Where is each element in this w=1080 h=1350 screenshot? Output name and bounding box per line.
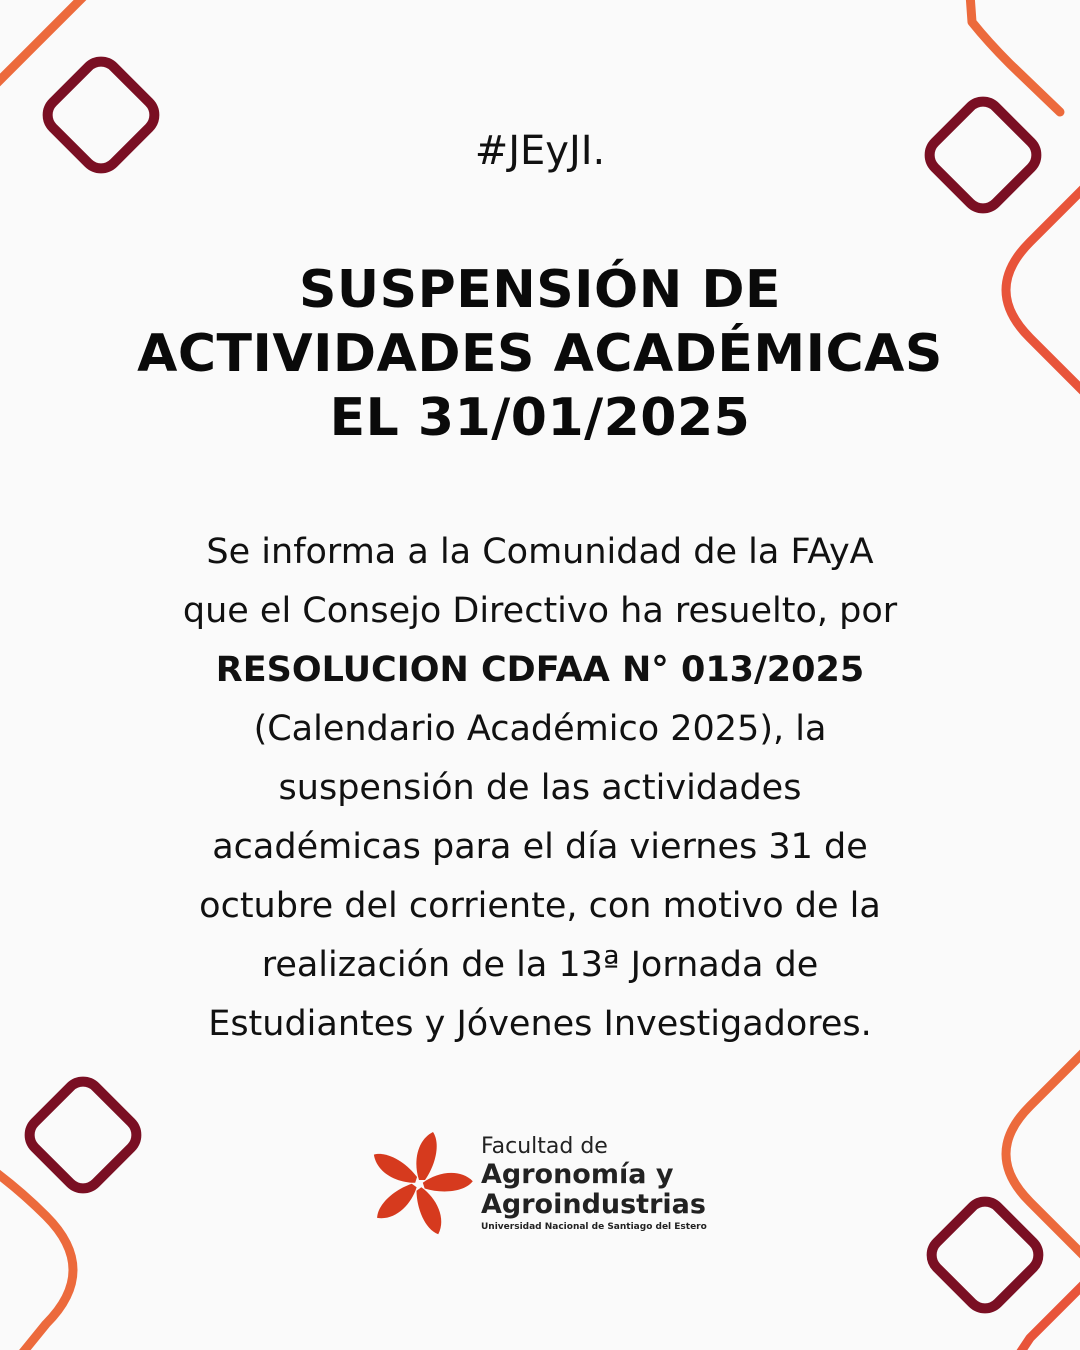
red-diamond-bottom-right (924, 1194, 1046, 1316)
logo-line-3: Agroindustrias (481, 1189, 706, 1220)
body-line: realización de la 13ª Jornada de (261, 945, 819, 985)
title-line-1: SUSPENSIÓN DE (298, 260, 782, 320)
orange-diamond-bottom-right-2 (1018, 1282, 1080, 1350)
body-line: Se informa a la Comunidad de la FAyA (206, 532, 874, 572)
orange-diamond-bottom-left (0, 1168, 73, 1350)
logo-line-2: Agronomía y (481, 1159, 674, 1190)
red-diamond-bottom-left (22, 1074, 144, 1196)
resolution-number: RESOLUCION CDFAA N° 013/2025 (215, 650, 865, 690)
orange-diamond-top-right-1 (970, 0, 1060, 112)
logo-line-1: Facultad de (481, 1134, 608, 1159)
body-line: Estudiantes y Jóvenes Investigadores. (208, 1004, 872, 1044)
logo-line-4: Universidad Nacional de Santiago del Estero (481, 1222, 707, 1232)
faculty-logo (365, 1130, 725, 1240)
title-line-2: ACTIVIDADES ACADÉMICAS (137, 324, 943, 384)
body-line: académicas para el día viernes 31 de (212, 827, 868, 867)
page-title (0, 258, 1080, 450)
announcement-body (100, 523, 980, 1054)
logo-text (481, 1134, 707, 1234)
body-line: (Calendario Académico 2025), la (253, 709, 827, 749)
body-line: octubre del corriente, con motivo de la (199, 886, 881, 926)
hashtag: #JEyJI. (474, 128, 606, 174)
title-line-3: EL 31/01/2025 (329, 388, 751, 448)
body-line: que el Consejo Directivo ha resuelto, por (182, 591, 898, 631)
red-pinwheel-flower-icon (365, 1130, 473, 1238)
body-line: suspensión de las actividades (278, 768, 802, 808)
